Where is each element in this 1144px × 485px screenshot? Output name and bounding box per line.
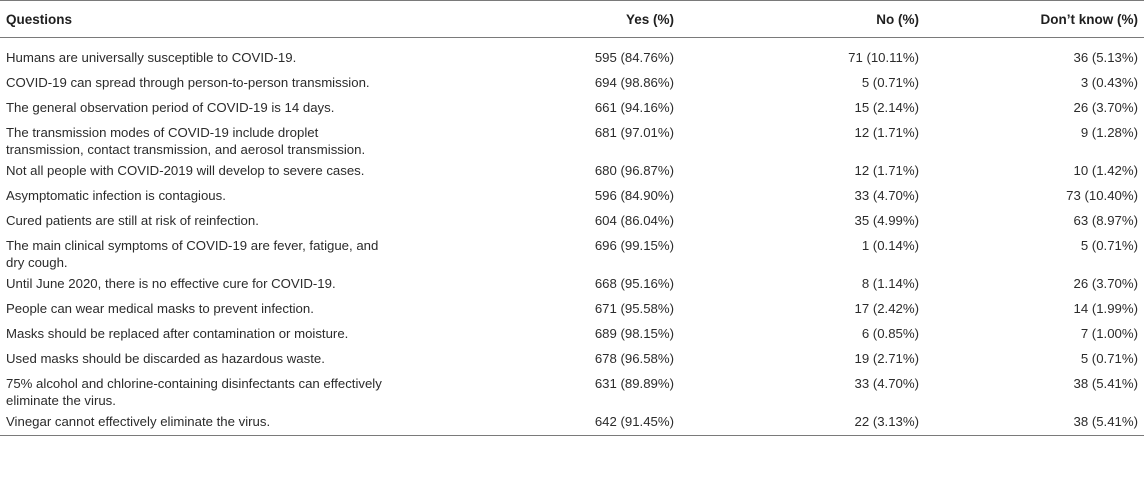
question-cell bbox=[0, 413, 520, 436]
question-line-1: 75% alcohol and chlorine-containing disinfectants can effectively bbox=[6, 376, 382, 391]
dont-know-cell: 14 (1.99%) bbox=[1073, 301, 1138, 316]
yes-cell: 696 (99.15%) bbox=[594, 238, 674, 253]
table-row bbox=[0, 99, 1144, 124]
table-row bbox=[0, 375, 1144, 413]
no-cell: 71 (10.11%) bbox=[848, 50, 919, 65]
question-cell bbox=[0, 99, 520, 124]
question-line-1: The transmission modes of COVID-19 include droplet bbox=[6, 125, 319, 140]
no-cell: 8 (1.14%) bbox=[861, 276, 919, 291]
table-body bbox=[0, 38, 1144, 436]
header-questions: Questions bbox=[6, 11, 73, 27]
no-cell: 35 (4.99%) bbox=[854, 213, 919, 228]
yes-cell: 694 (98.86%) bbox=[594, 75, 674, 90]
dont-know-cell: 9 (1.28%) bbox=[1080, 125, 1138, 140]
dont-know-cell: 36 (5.13%) bbox=[1073, 50, 1138, 65]
dont-know-cell: 26 (3.70%) bbox=[1073, 276, 1138, 291]
yes-cell: 642 (91.45%) bbox=[594, 414, 674, 429]
question-line-1: Cured patients are still at risk of reinfection. bbox=[6, 213, 259, 228]
question-line-1: COVID-19 can spread through person-to-person transmission. bbox=[6, 75, 370, 90]
dont-know-cell: 26 (3.70%) bbox=[1073, 100, 1138, 115]
no-cell: 12 (1.71%) bbox=[854, 125, 919, 140]
question-line-1: Not all people with COVID-2019 will develop to severe cases. bbox=[6, 163, 365, 178]
no-cell: 19 (2.71%) bbox=[854, 351, 919, 366]
header-no: No (%) bbox=[876, 11, 919, 27]
table-row bbox=[0, 162, 1144, 187]
question-cell bbox=[0, 300, 520, 325]
yes-cell: 678 (96.58%) bbox=[594, 351, 674, 366]
question-cell bbox=[0, 74, 520, 99]
table-row bbox=[0, 350, 1144, 375]
table-row bbox=[0, 49, 1144, 74]
header-gap-cell bbox=[0, 38, 1144, 50]
question-line-1: The general observation period of COVID-19 is 14 days. bbox=[6, 100, 335, 115]
dont-know-cell: 7 (1.00%) bbox=[1080, 326, 1138, 341]
no-cell: 33 (4.70%) bbox=[854, 376, 919, 391]
no-cell: 15 (2.14%) bbox=[854, 100, 919, 115]
question-cell bbox=[0, 275, 520, 300]
table-row bbox=[0, 237, 1144, 275]
yes-cell: 671 (95.58%) bbox=[594, 301, 674, 316]
header-dont-know: Don’t know (%) bbox=[1040, 11, 1138, 27]
header-yes: Yes (%) bbox=[625, 11, 674, 27]
question-line-2: dry cough. bbox=[6, 255, 68, 270]
yes-cell: 595 (84.76%) bbox=[594, 50, 674, 65]
header-gap bbox=[0, 38, 1144, 50]
table-row bbox=[0, 275, 1144, 300]
question-line-1: Used masks should be discarded as hazardous waste. bbox=[6, 351, 325, 366]
dont-know-cell: 5 (0.71%) bbox=[1080, 238, 1138, 253]
dont-know-cell: 63 (8.97%) bbox=[1073, 213, 1138, 228]
dont-know-cell: 5 (0.71%) bbox=[1080, 351, 1138, 366]
table-header bbox=[0, 1, 1144, 38]
dont-know-cell: 10 (1.42%) bbox=[1073, 163, 1138, 178]
question-cell bbox=[0, 124, 520, 162]
no-cell: 6 (0.85%) bbox=[861, 326, 919, 341]
question-cell bbox=[0, 237, 520, 275]
dont-know-cell: 3 (0.43%) bbox=[1080, 75, 1138, 90]
question-line-1: People can wear medical masks to prevent infection. bbox=[6, 301, 314, 316]
question-line-1: Until June 2020, there is no effective cure for COVID-19. bbox=[6, 276, 336, 291]
no-cell: 12 (1.71%) bbox=[854, 163, 919, 178]
yes-cell: 668 (95.16%) bbox=[594, 276, 674, 291]
dont-know-cell: 38 (5.41%) bbox=[1073, 376, 1138, 391]
table-row bbox=[0, 300, 1144, 325]
table-row bbox=[0, 187, 1144, 212]
yes-cell: 689 (98.15%) bbox=[594, 326, 674, 341]
no-cell: 5 (0.71%) bbox=[861, 75, 919, 90]
question-cell bbox=[0, 325, 520, 350]
yes-cell: 596 (84.90%) bbox=[594, 188, 674, 203]
header-row bbox=[0, 1, 1144, 38]
question-cell bbox=[0, 49, 520, 74]
no-cell: 1 (0.14%) bbox=[861, 238, 919, 253]
question-line-1: The main clinical symptoms of COVID-19 are fever, fatigue, and bbox=[6, 238, 379, 253]
no-cell: 22 (3.13%) bbox=[854, 414, 919, 429]
table-row bbox=[0, 124, 1144, 162]
table-row bbox=[0, 325, 1144, 350]
question-cell bbox=[0, 187, 520, 212]
question-cell bbox=[0, 212, 520, 237]
yes-cell: 680 (96.87%) bbox=[594, 163, 674, 178]
yes-cell: 631 (89.89%) bbox=[594, 376, 674, 391]
table-row bbox=[0, 413, 1144, 436]
table-row bbox=[0, 212, 1144, 237]
yes-cell: 681 (97.01%) bbox=[594, 125, 674, 140]
question-line-2: transmission, contact transmission, and aerosol transmission. bbox=[6, 142, 366, 157]
yes-cell: 604 (86.04%) bbox=[594, 213, 674, 228]
question-cell bbox=[0, 375, 520, 413]
question-line-1: Asymptomatic infection is contagious. bbox=[6, 188, 226, 203]
no-cell: 33 (4.70%) bbox=[854, 188, 919, 203]
question-line-2: eliminate the virus. bbox=[6, 393, 116, 408]
yes-cell: 661 (94.16%) bbox=[594, 100, 674, 115]
dont-know-cell: 73 (10.40%) bbox=[1066, 188, 1138, 203]
question-cell bbox=[0, 350, 520, 375]
question-line-1: Humans are universally susceptible to COVID-19. bbox=[6, 50, 297, 65]
question-line-1: Masks should be replaced after contamination or moisture. bbox=[6, 326, 349, 341]
question-cell bbox=[0, 162, 520, 187]
no-cell: 17 (2.42%) bbox=[854, 301, 919, 316]
dont-know-cell: 38 (5.41%) bbox=[1073, 414, 1138, 429]
question-line-1: Vinegar cannot effectively eliminate the virus. bbox=[6, 414, 271, 429]
table-row bbox=[0, 74, 1144, 99]
